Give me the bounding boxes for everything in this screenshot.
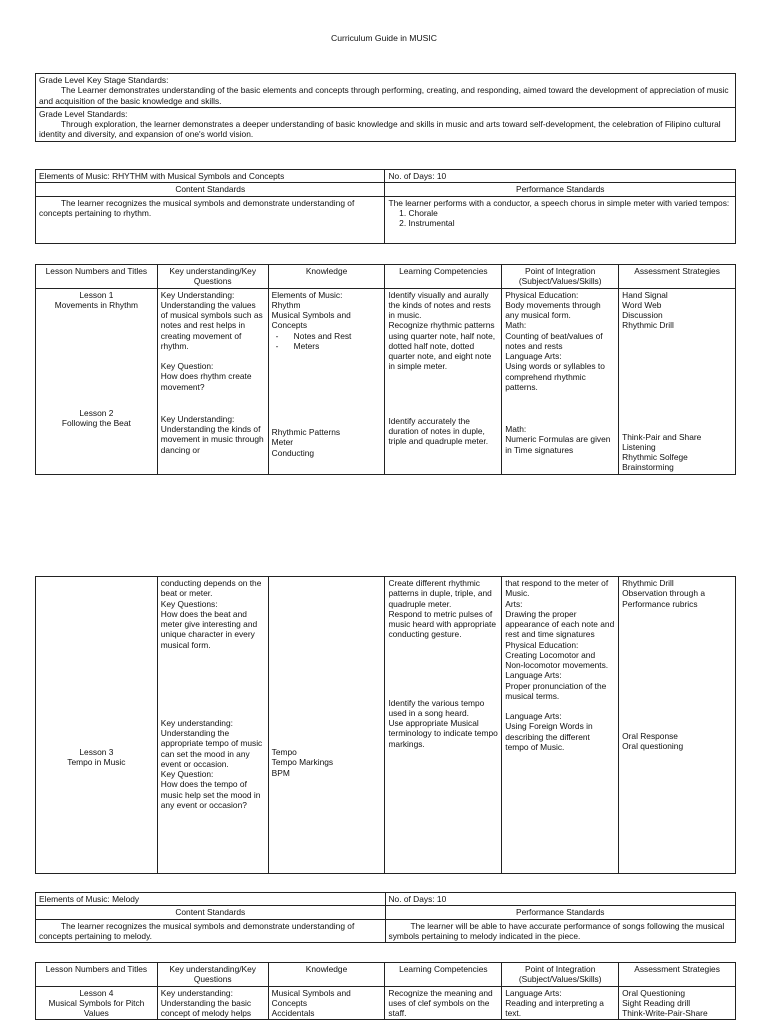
- melody-performance-header: Performance Standards: [385, 906, 736, 919]
- melody-standards-table: [35, 892, 736, 943]
- header-integration: Point of Integration (Subject/Values/Skills): [502, 963, 619, 987]
- knowledge-cell: Tempo Tempo Markings BPM: [268, 577, 385, 874]
- melody-element-cell: Elements of Music: Melody: [36, 893, 386, 906]
- competencies-cell: Identify visually and aurally the kinds of notes and rests in music. Recognize rhythmic patterns using quarter note, half note, dotted half note, dotted quarter note, and eight note in simple meter. Identify accurately the duration of notes in duple, triple and quadruple meter.: [385, 288, 502, 474]
- header-key-understanding: Key understanding/Key Questions: [157, 265, 268, 289]
- page-title: Curriculum Guide in MUSIC: [330, 33, 438, 43]
- melody-days-cell: No. of Days: 10: [385, 893, 736, 906]
- key-stage-standards-cell: [36, 74, 736, 108]
- header-competencies: Learning Competencies: [385, 265, 502, 289]
- melody-content-header: Content Standards: [36, 906, 386, 919]
- grade-level-text: Through exploration, the learner demonstrates a deeper understanding of basic knowledge and skills in music and arts toward self-development, the celebration of Filipino cultural identity and diversity, and expansion of one's world vision.: [39, 119, 721, 140]
- header-assessment: Assessment Strategies: [619, 265, 736, 289]
- header-lesson: Lesson Numbers and Titles: [36, 265, 158, 289]
- lessons-table-page1: [35, 264, 736, 475]
- integration-cell: Language Arts: Reading and interpreting a text.: [502, 986, 619, 1020]
- melody-content-standard: The learner recognizes the musical symbols and demonstrate understanding of concepts pertaining to melody.: [36, 919, 386, 943]
- list-item: 2. Instrumental: [408, 218, 732, 228]
- key-understanding-cell: conducting depends on the beat or meter. Key Questions: How does the beat and meter give interesting and unique character in every musical form. Key understanding: Understanding the appropriate tempo of music can set the mood in any event or occasion. Key Question: How does the tempo of music help set the mood in any event or occasion?: [157, 577, 268, 874]
- list-item: - Meters: [276, 341, 382, 351]
- rhythm-days-cell: No. of Days: 10: [385, 170, 736, 183]
- header-competencies: Learning Competencies: [385, 963, 502, 987]
- knowledge-cell: Musical Symbols and Concepts Accidentals: [268, 986, 385, 1020]
- grade-level-label: Grade Level Standards:: [39, 108, 128, 119]
- list-item: 1. Chorale: [408, 208, 732, 218]
- key-stage-text: The Learner demonstrates understanding of the basic elements and concepts through performing, creating, and responding, aimed toward the development of appreciation of music and acquisition of the basic knowledge and skills.: [39, 85, 729, 106]
- knowledge-cell: Elements of Music: Rhythm Musical Symbols and Concepts - Notes and Rest - Meters Rhythmic Patterns Meter Conducting: [268, 288, 385, 474]
- header-knowledge: Knowledge: [268, 963, 385, 987]
- table-row: [36, 577, 736, 874]
- rhythm-element-cell: Elements of Music: RHYTHM with Musical Symbols and Concepts: [36, 170, 385, 183]
- lesson-cell: Lesson 4 Musical Symbols for Pitch Values: [36, 986, 158, 1020]
- competencies-cell: Recognize the meaning and uses of clef symbols on the staff.: [385, 986, 502, 1020]
- rhythm-content-header: Content Standards: [36, 183, 385, 196]
- key-understanding-cell: Key Understanding: Understanding the values of musical symbols such as notes and rest helps in creating movement of rhythm. Key Question: How does rhythm create movement? Key Understanding: Understanding the kinds of movement in music through dancing or: [157, 288, 268, 474]
- list-item: - Notes and Rest: [276, 331, 382, 341]
- header-knowledge: Knowledge: [268, 265, 385, 289]
- table-row: [36, 986, 736, 1020]
- header-lesson: Lesson Numbers and Titles: [36, 963, 158, 987]
- rhythm-performance-header: Performance Standards: [385, 183, 736, 196]
- lessons-table-melody: [35, 962, 736, 1020]
- lesson-cell: Lesson 3 Tempo in Music: [36, 577, 158, 874]
- header-integration: Point of Integration (Subject/Values/Skills): [502, 265, 619, 289]
- assessment-cell: Oral Questioning Sight Reading drill Think-Write-Pair-Share: [619, 986, 736, 1020]
- key-stage-label: Grade Level Key Stage Standards:: [39, 75, 169, 85]
- melody-performance-standard: The learner will be able to have accurate performance of songs following the musical symbols pertaining to melody indicated in the piece.: [385, 919, 736, 943]
- rhythm-performance-standard: The learner performs with a conductor, a speech chorus in simple meter with varied tempos: 1. Chorale 2. Instrumental: [385, 196, 736, 243]
- lesson-cell: Lesson 1 Movements in Rhythm Lesson 2 Following the Beat: [36, 288, 158, 474]
- integration-cell: that respond to the meter of Music. Arts: Drawing the proper appearance of each note and rest and time signatures Physical Education: Creating Locomotor and Non-locomotor movements. Language Arts: Proper pronunciation of the musical terms. Language Arts: Using Foreign Words in describing the different tempo of Music.: [502, 577, 619, 874]
- header-assessment: Assessment Strategies: [619, 963, 736, 987]
- key-understanding-cell: Key understanding: Understanding the basic concept of melody helps: [157, 986, 268, 1020]
- rhythm-content-standard: The learner recognizes the musical symbols and demonstrate understanding of concepts pertaining to rhythm.: [36, 196, 385, 243]
- assessment-cell: Hand Signal Word Web Discussion Rhythmic Drill Think-Pair and Share Listening Rhythmic Solfege Brainstorming: [619, 288, 736, 474]
- performance-list: [388, 208, 732, 229]
- grade-level-standards-cell: [36, 107, 736, 141]
- lessons-table-page2: [35, 576, 736, 874]
- standards-table: [35, 73, 736, 142]
- integration-cell: Physical Education: Body movements through any musical form. Math: Counting of beat/values of notes and rests Language Arts: Using words or syllables to comprehend rhythmic patterns. Math: Numeric Formulas are given in Time signatures: [502, 288, 619, 474]
- header-key-understanding: Key understanding/Key Questions: [157, 963, 268, 987]
- rhythm-standards-table: [35, 169, 736, 244]
- table-row: [36, 288, 736, 474]
- assessment-cell: Rhythmic Drill Observation through a Performance rubrics Oral Response Oral questioning: [619, 577, 736, 874]
- competencies-cell: Create different rhythmic patterns in duple, triple, and quadruple meter. Respond to metric pulses of music heard with appropriate conducting gesture. Identify the various tempo used in a song heard. Use appropriate Musical terminology to indicate tempo markings.: [385, 577, 502, 874]
